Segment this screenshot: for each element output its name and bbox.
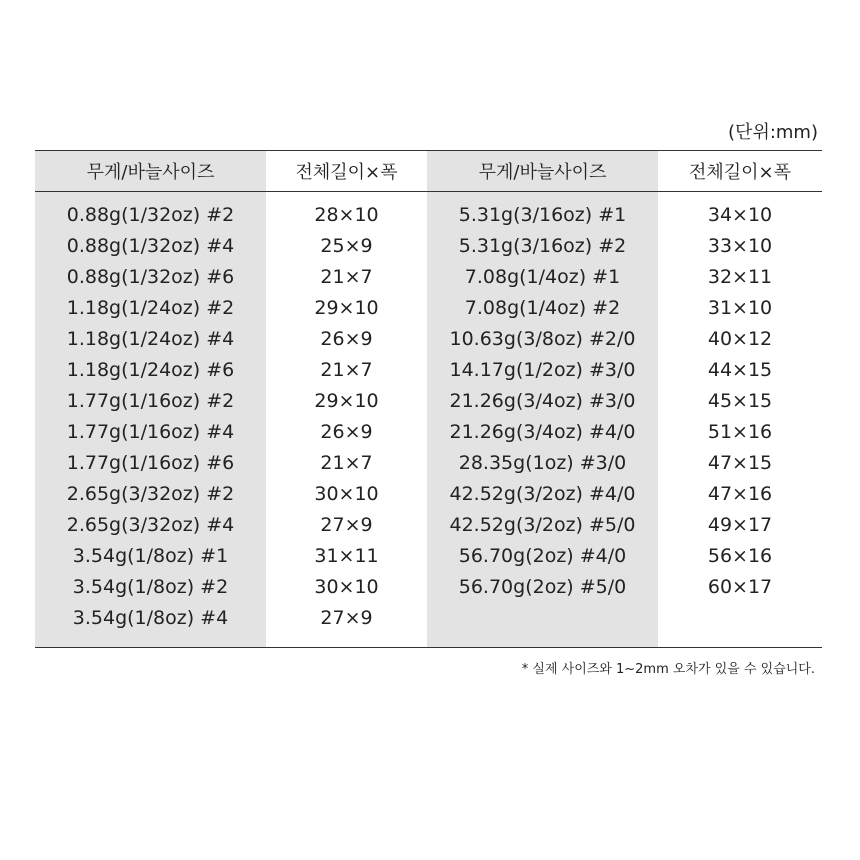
- weight-hook-cell: 10.63g(3/8oz) #2/0: [449, 328, 636, 350]
- weight-hook-cell: 21.26g(3/4oz) #4/0: [449, 421, 636, 443]
- weight-hook-cell: 5.31g(3/16oz) #2: [458, 235, 627, 257]
- length-width-cell: 40×12: [707, 328, 773, 350]
- weight-hook-cell: 3.54g(1/8oz) #1: [72, 545, 229, 567]
- weight-hook-cell: 5.31g(3/16oz) #1: [458, 204, 627, 226]
- unit-label: (단위:mm): [728, 122, 818, 143]
- length-width-cell: 28×10: [314, 204, 379, 226]
- weight-hook-cell: 42.52g(3/2oz) #5/0: [449, 514, 636, 536]
- length-width-cell: 30×10: [314, 483, 379, 505]
- weight-hook-cell: 2.65g(3/32oz) #2: [66, 483, 235, 505]
- weight-hook-cell: 42.52g(3/2oz) #4/0: [449, 483, 636, 505]
- length-width-cell: 21×7: [320, 359, 373, 381]
- length-width-cell: 33×10: [707, 235, 773, 257]
- weight-hook-cell: 2.65g(3/32oz) #4: [66, 514, 235, 536]
- weight-hook-cell: 0.88g(1/32oz) #6: [66, 266, 235, 288]
- weight-hook-cell: 7.08g(1/4oz) #2: [464, 297, 621, 319]
- length-width-cell: 27×9: [320, 514, 373, 536]
- length-width-cell: 21×7: [320, 452, 373, 474]
- weight-hook-cell: 56.70g(2oz) #5/0: [458, 576, 627, 598]
- length-width-cell: 26×9: [320, 328, 373, 350]
- length-width-cell: 25×9: [320, 235, 373, 257]
- length-width-cell: 47×16: [707, 483, 773, 505]
- weight-hook-cell: 14.17g(1/2oz) #3/0: [449, 359, 636, 381]
- weight-hook-cell: 0.88g(1/32oz) #2: [66, 204, 235, 226]
- length-width-cell: 27×9: [320, 607, 373, 629]
- length-width-cell: 31×10: [707, 297, 773, 319]
- table-header: [35, 151, 822, 192]
- weight-hook-cell: 3.54g(1/8oz) #4: [72, 607, 229, 629]
- length-width-cell: 56×16: [707, 545, 773, 567]
- size-table: [35, 150, 822, 648]
- header-weight-left: 무게/바늘사이즈: [35, 151, 266, 191]
- column-weight-right: [427, 192, 658, 647]
- length-width-cell: 29×10: [314, 390, 379, 412]
- weight-hook-cell: 1.77g(1/16oz) #4: [66, 421, 235, 443]
- length-width-cell: 31×11: [314, 545, 379, 567]
- length-width-cell: 44×15: [707, 359, 773, 381]
- column-size-right: [658, 192, 822, 647]
- length-width-cell: 26×9: [320, 421, 373, 443]
- table-body: [35, 192, 822, 647]
- length-width-cell: 29×10: [314, 297, 379, 319]
- length-width-cell: 32×11: [707, 266, 773, 288]
- weight-hook-cell: 1.18g(1/24oz) #2: [66, 297, 235, 319]
- length-width-cell: 34×10: [707, 204, 773, 226]
- length-width-cell: 47×15: [707, 452, 773, 474]
- weight-hook-cell: 0.88g(1/32oz) #4: [66, 235, 235, 257]
- weight-hook-cell: 1.77g(1/16oz) #2: [66, 390, 235, 412]
- length-width-cell: 60×17: [707, 576, 773, 598]
- weight-hook-cell: 7.08g(1/4oz) #1: [464, 266, 621, 288]
- footnote: * 실제 사이즈와 1~2mm 오차가 있을 수 있습니다.: [521, 662, 815, 677]
- column-size-left: [266, 192, 427, 647]
- length-width-cell: 49×17: [707, 514, 773, 536]
- header-size-left: 전체길이×폭: [295, 162, 398, 183]
- header-size-right: 전체길이×폭: [688, 162, 792, 183]
- weight-hook-cell: 1.18g(1/24oz) #4: [66, 328, 235, 350]
- column-weight-left: [35, 192, 266, 647]
- weight-hook-cell: 28.35g(1oz) #3/0: [458, 452, 627, 474]
- length-width-cell: 30×10: [314, 576, 379, 598]
- length-width-cell: 45×15: [707, 390, 773, 412]
- weight-hook-cell: 1.18g(1/24oz) #6: [66, 359, 235, 381]
- weight-hook-cell: 1.77g(1/16oz) #6: [66, 452, 235, 474]
- weight-hook-cell: 3.54g(1/8oz) #2: [72, 576, 229, 598]
- length-width-cell: 21×7: [320, 266, 373, 288]
- length-width-cell: 51×16: [707, 421, 773, 443]
- header-weight-right: 무게/바늘사이즈: [427, 151, 658, 191]
- weight-hook-cell: 21.26g(3/4oz) #3/0: [449, 390, 636, 412]
- weight-hook-cell: 56.70g(2oz) #4/0: [458, 545, 627, 567]
